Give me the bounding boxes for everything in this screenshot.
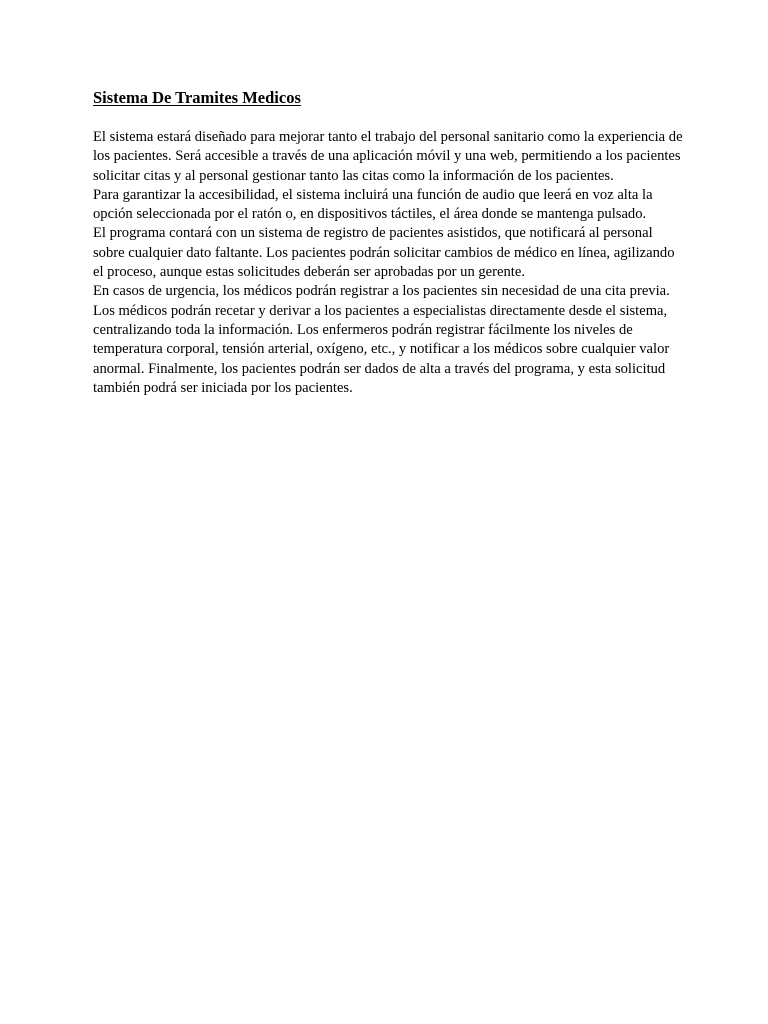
paragraph-urgency: En casos de urgencia, los médicos podrán registrar a los pacientes sin necesidad de una cita previa. <box>93 283 670 300</box>
paragraph-accessibility: Para garantizar la accesibilidad, el sistema incluirá una función de audio que leerá en voz alta la opción seleccionada por el ratón o, en dispositivos táctiles, el área donde se mantenga pulsado. <box>93 186 653 223</box>
paragraph-doctors-nurses: Los médicos podrán recetar y derivar a los pacientes a especialistas directamente desde el sistema, centralizando toda la información. Los enfermeros podrán registrar fácilmente los niveles de temperatura corporal, tensión arterial, oxígeno, etc., y notificar a los médicos sobre cualquier valor anormal. Finalmente, los pacientes podrán ser dados de alta a través del programa, y esta solicitud también podrá ser iniciada por los pacientes. <box>93 302 670 396</box>
paragraph-registration: El programa contará con un sistema de registro de pacientes asistidos, que notificará al personal sobre cualquier dato faltante. Los pacientes podrán solicitar cambios de médico en línea, agilizando el proceso, aunque estas solicitudes deberán ser aprobadas por un gerente. <box>93 225 675 281</box>
document-body <box>93 86 683 398</box>
paragraph-intro: El sistema estará diseñado para mejorar tanto el trabajo del personal sanitario como la experiencia de los pacientes. Será accesible a través de una aplicación móvil y una web, permitiendo a los pacientes solicitar citas y al personal gestionar tanto las citas como la información de los pacientes. <box>93 129 683 184</box>
document-title: Sistema De Tramites Medicos <box>93 88 301 107</box>
